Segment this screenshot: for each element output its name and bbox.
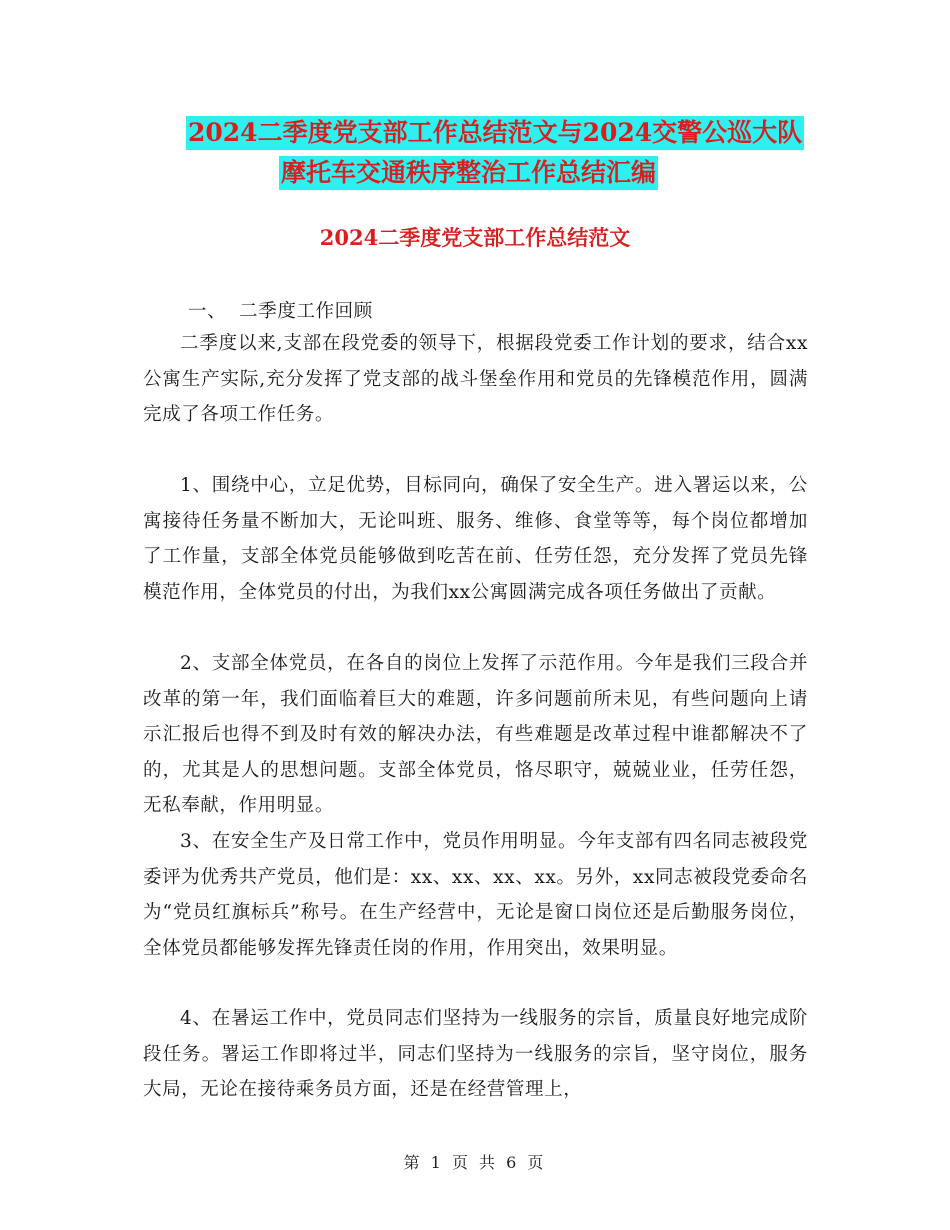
paragraph-item-1: 1、围绕中心，立足优势，目标同向，确保了安全生产。进入署运以来，公寓接待任务量不断加大，无论叫班、服务、维修、食堂等等，每个岗位都增加了工作量，支部全体党员能够做到吃苦在前、任劳任怨，充分发挥了党员先锋模范作用，全体党员的付出，为我们xx公寓圆满完成各项任务做出了贡献。	[143, 475, 808, 603]
page-footer: 第 1 页 共 6 页	[403, 1153, 547, 1172]
paragraph-item-2: 2、支部全体党员，在各自的岗位上发挥了示范作用。今年是我们三段合并改革的第一年，我们面临着巨大的难题，许多问题前所未见，有些问题向上请示汇报后也得不到及时有效的解决办法，有些难题是改革过程中谁都解决不了的，尤其是人的思想问题。支部全体党员，恪尽职守，兢兢业业，任劳任怨，无私奉献，作用明显。	[143, 653, 808, 816]
title-line-1: 2024二季度党支部工作总结范文与2024交警公巡大队	[186, 116, 804, 150]
section-title: 2024二季度党支部工作总结范文	[319, 225, 631, 250]
paragraph-item-4: 4、在暑运工作中，党员同志们坚持为一线服务的宗旨，质量良好地完成阶段任务。署运工作即将过半，同志们坚持为一线服务的宗旨，坚守岗位，服务大局，无论在接待乘务员方面，还是在经营管理上，	[143, 1008, 808, 1100]
paragraph-intro: 二季度以来,支部在段党委的领导下，根据段党委工作计划的要求，结合xx公寓生产实际,充分发挥了党支部的战斗堡垒作用和党员的先锋模范作用，圆满完成了各项工作任务。	[143, 333, 808, 425]
paragraph-item-3: 3、在安全生产及日常工作中，党员作用明显。今年支部有四名同志被段党委评为优秀共产党员，他们是：xx、xx、xx、xx。另外，xx同志被段党委命名为“党员红旗标兵”称号。在生产经营中，无论是窗口岗位还是后勤服务岗位，全体党员都能够发挥先锋责任岗的作用，作用突出，效果明显。	[143, 831, 808, 959]
title-line-2: 摩托车交通秩序整治工作总结汇编	[279, 156, 658, 190]
section-heading: 一、 二季度工作回顾	[188, 301, 373, 322]
